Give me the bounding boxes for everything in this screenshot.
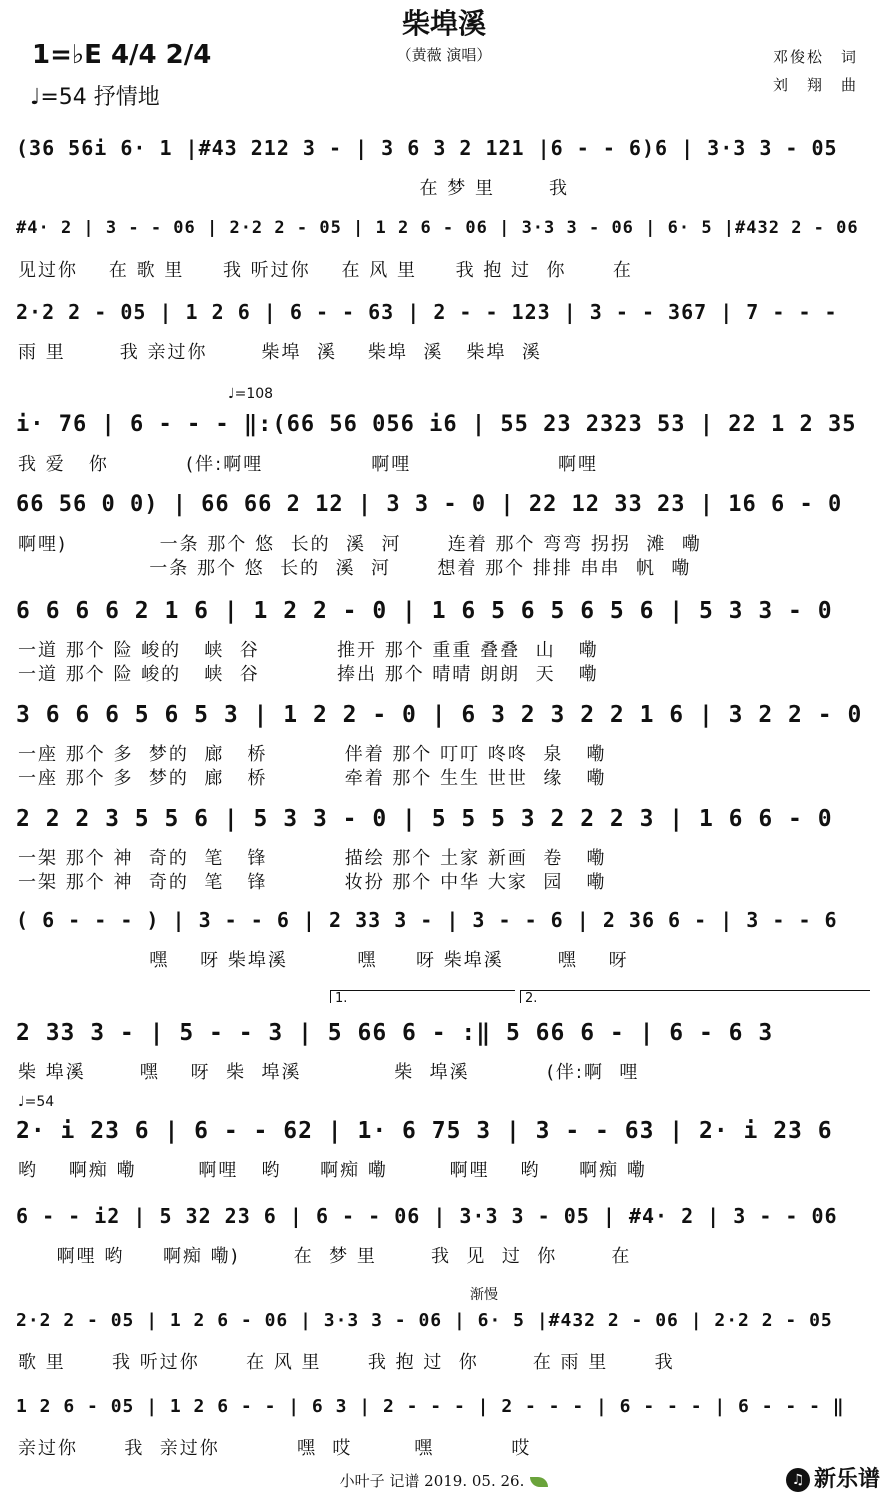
tempo-change-108: ♩=108: [228, 386, 274, 402]
site-logo: [786, 1462, 880, 1493]
notation-line: 6 6 6 6 2 1 6 | 1 2 2 - 0 | 1 6 5 6 5 6 5 6 | 5 3 3 - 0: [16, 598, 833, 624]
volta-second-ending: 2.: [520, 990, 870, 1003]
lyricist-credit: 邓俊松 词: [772, 48, 858, 66]
composer-credit: 刘 翔 曲: [772, 76, 858, 94]
notation-line: 2·2 2 - 05 | 1 2 6 - 06 | 3·3 3 - 06 | 6· 5 |#432 2 - 06 | 2·2 2 - 05: [16, 1310, 833, 1331]
lyric-line: 一架 那个 神 奇的 笔 锋 妆扮 那个 中华 大家 园 嘞: [18, 872, 607, 893]
notation-line: ( 6 - - - ) | 3 - - 6 | 2 33 3 - | 3 - - 6 | 2 36 6 - | 3 - - 6: [16, 908, 838, 932]
notation-line: 66 56 0 0) | 66 66 2 12 | 3 3 - 0 | 22 12 33 23 | 16 6 - 0: [16, 492, 843, 517]
notation-line: 6 - - i2 | 5 32 23 6 | 6 - - 06 | 3·3 3 - 05 | #4· 2 | 3 - - 06: [16, 1204, 838, 1228]
lyric-line: 雨 里 我 亲过你 柴埠 溪 柴埠 溪 柴埠 溪: [18, 342, 542, 363]
volta-first-ending: 1.: [330, 990, 515, 1003]
transcriber-text: 小叶子 记谱 2019. 05. 26.: [339, 1472, 525, 1490]
notation-line: 3 6 6 6 5 6 5 3 | 1 2 2 - 0 | 6 3 2 3 2 2 1 6 | 3 2 2 - 0: [16, 702, 863, 728]
lyric-line: 一座 那个 多 梦的 廊 桥 伴着 那个 叮叮 咚咚 泉 嘞: [18, 744, 607, 765]
lyric-line: 一道 那个 险 峻的 峡 谷 推开 那个 重重 叠叠 山 嘞: [18, 640, 599, 661]
singer-credit: （黄薇 演唱）: [396, 46, 492, 64]
notation-line: 2 2 2 3 5 5 6 | 5 3 3 - 0 | 5 5 5 3 2 2 2 3 | 1 6 6 - 0: [16, 806, 833, 832]
lyric-line: 哟 啊痴 嘞 啊哩 哟 啊痴 嘞 啊哩 哟 啊痴 嘞: [18, 1160, 647, 1181]
tempo-marking: ♩=54 抒情地: [30, 85, 160, 110]
lyric-line: 一道 那个 险 峻的 峡 谷 捧出 那个 晴晴 朗朗 天 嘞: [18, 664, 599, 685]
notation-line: (36 56i 6· 1 |#43 212 3 - | 3 6 3 2 121 |6 - - 6)6 | 3·3 3 - 05: [16, 136, 838, 160]
leaf-icon: [530, 1477, 548, 1487]
tempo-change-54: ♩=54: [18, 1094, 55, 1110]
lyric-line: 我 爱 你 (伴:啊哩 啊哩 啊哩: [18, 454, 599, 475]
transcriber-credit: [0, 1470, 888, 1491]
lyric-line: 在 梦 里 我: [18, 178, 570, 199]
lyric-line: 嘿 呀 柴埠溪 嘿 呀 柴埠溪 嘿 呀: [18, 950, 629, 971]
ritardando-marking: 渐慢: [470, 1287, 498, 1303]
lyric-line: 啊哩) 一条 那个 悠 长的 溪 河 连着 那个 弯弯 拐拐 滩 嘞: [18, 534, 702, 555]
notation-line: 1 2 6 - 05 | 1 2 6 - - | 6 3 | 2 - - - | 2 - - - | 6 - - - | 6 - - - ‖: [16, 1396, 845, 1417]
lyric-line: 见过你 在 歌 里 我 听过你 在 风 里 我 抱 过 你 在: [18, 260, 633, 281]
lyric-line: 一架 那个 神 奇的 笔 锋 描绘 那个 土家 新画 卷 嘞: [18, 848, 607, 869]
notation-line: #4· 2 | 3 - - 06 | 2·2 2 - 05 | 1 2 6 - 06 | 3·3 3 - 06 | 6· 5 |#432 2 - 06: [16, 218, 859, 238]
key-signature: 1=♭E 4/4 2/4: [32, 40, 212, 70]
notation-line: i· 76 | 6 - - - ‖:(66 56 056 i6 | 55 23 2323 53 | 22 1 2 35: [16, 412, 857, 437]
song-title: 柴埠溪: [401, 7, 486, 40]
lyric-line: 啊哩 哟 啊痴 嘞) 在 梦 里 我 见 过 你 在: [18, 1246, 632, 1267]
notation-line: 2· i 23 6 | 6 - - 62 | 1· 6 75 3 | 3 - - 63 | 2· i 23 6: [16, 1118, 833, 1144]
music-note-icon: ♫: [786, 1468, 810, 1492]
notation-line: 2 33 3 - | 5 - - 3 | 5 66 6 - :‖ 5 66 6 - | 6 - 6 3: [16, 1020, 774, 1046]
notation-line: 2·2 2 - 05 | 1 2 6 | 6 - - 63 | 2 - - 123 | 3 - - 367 | 7 - - -: [16, 300, 838, 324]
lyric-line: 一条 那个 悠 长的 溪 河 想着 那个 排排 串串 帆 嘞: [18, 558, 692, 579]
lyric-line: 一座 那个 多 梦的 廊 桥 牵着 那个 生生 世世 缘 嘞: [18, 768, 607, 789]
lyric-line: 亲过你 我 亲过你 嘿 哎 嘿 哎: [18, 1438, 532, 1459]
logo-text: 新乐谱: [813, 1467, 880, 1492]
lyric-line: 歌 里 我 听过你 在 风 里 我 抱 过 你 在 雨 里 我: [18, 1352, 675, 1373]
lyric-line: 柴 埠溪 嘿 呀 柴 埠溪 柴 埠溪 (伴:啊 哩: [18, 1062, 640, 1083]
